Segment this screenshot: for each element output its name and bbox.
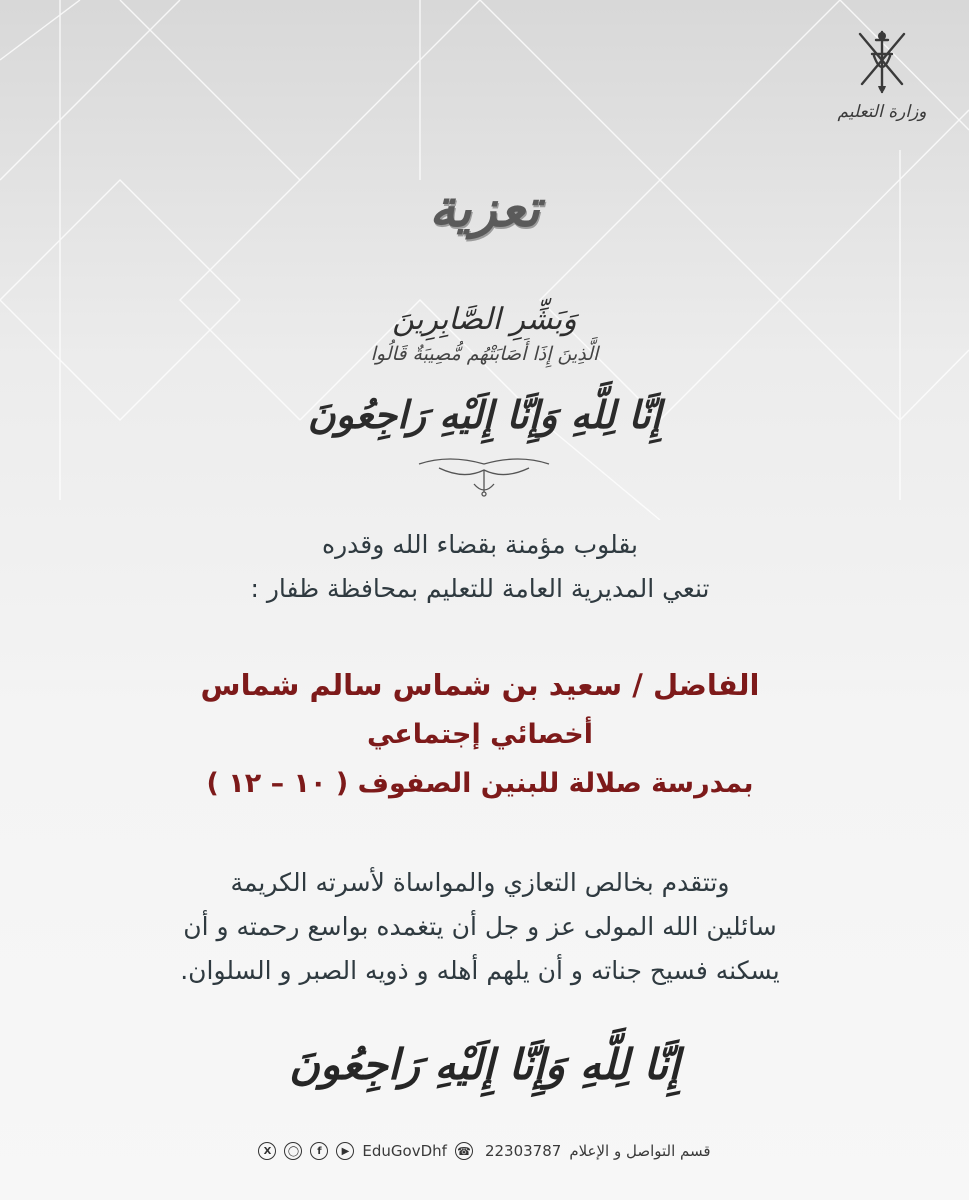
condolence-title: تعزية xyxy=(429,178,540,239)
deceased-name: الفاضل / سعيد بن شماس سالم شماس xyxy=(200,668,760,702)
phone-icon: ☎ xyxy=(455,1142,473,1160)
background-geometric-pattern xyxy=(0,0,969,520)
intro-line-2: تنعي المديرية العامة للتعليم بمحافظة ظفار : xyxy=(250,574,710,603)
oman-national-emblem-icon xyxy=(852,26,912,98)
quran-verse-line-3: إِنَّا لِلَّهِ وَإِنَّا إِلَيْهِ رَاجِعُونَ xyxy=(307,392,662,437)
department-label: قسم التواصل و الإعلام xyxy=(569,1142,711,1160)
ministry-logo xyxy=(827,26,937,122)
quran-verse-line-1: وَبَشِّرِ الصَّابِرِينَ xyxy=(392,302,577,337)
quran-verse-line-2: الَّذِينَ إِذَا أَصَابَتْهُم مُّصِيبَةٌ قَالُوا xyxy=(370,343,599,365)
condolence-message-line-2: سائلين الله المولى عز و جل أن يتغمده بواسع رحمته و أن xyxy=(183,912,777,941)
footer-contact-bar xyxy=(0,1136,969,1166)
social-handle: EduGovDhf xyxy=(362,1142,447,1160)
instagram-icon[interactable]: ◯ xyxy=(284,1142,302,1160)
facebook-icon[interactable]: f xyxy=(310,1142,328,1160)
ministry-name: وزارة التعليم xyxy=(837,102,927,122)
calligraphy-ornament xyxy=(409,450,559,500)
x-icon[interactable]: X xyxy=(258,1142,276,1160)
condolence-message-line-3: يسكنه فسيح جناته و أن يلهم أهله و ذويه الصبر و السلوان. xyxy=(180,956,780,985)
condolence-message-line-1: وتتقدم بخالص التعازي والمواساة لأسرته الكريمة xyxy=(230,868,730,897)
deceased-position: أخصائي إجتماعي xyxy=(366,719,594,750)
closing-verse: إِنَّا لِلَّهِ وَإِنَّا إِلَيْهِ رَاجِعُونَ xyxy=(289,1040,680,1089)
deceased-school: بمدرسة صلالة للبنين الصفوف ( ١٠ – ١٢ ) xyxy=(206,768,754,799)
intro-line-1: بقلوب مؤمنة بقضاء الله وقدره xyxy=(322,530,638,559)
youtube-icon[interactable]: ▶ xyxy=(336,1142,354,1160)
phone-number: 22303787 xyxy=(484,1142,562,1160)
